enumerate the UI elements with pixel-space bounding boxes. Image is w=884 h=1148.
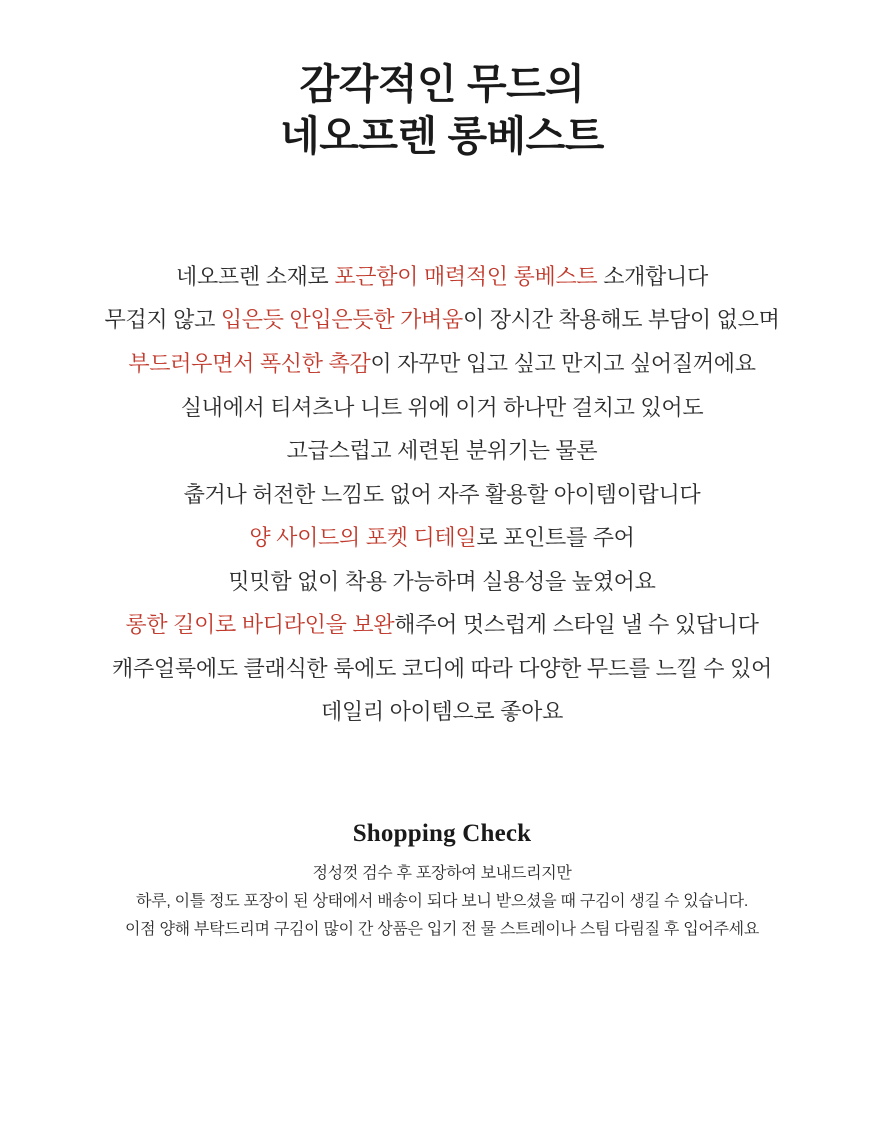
description-highlight: 롱한 길이로 바디라인을 보완 bbox=[125, 612, 395, 638]
shopping-check-line: 이점 양해 부탁드리며 구김이 많이 간 상품은 입기 전 물 스트레이나 스팀 다림질 후 입어주세요 bbox=[125, 920, 759, 938]
description-line bbox=[104, 298, 779, 342]
description-text: 네오프렌 소재로 bbox=[176, 263, 335, 289]
description-highlight: 입은듯 안입은듯한 가벼움 bbox=[220, 307, 463, 333]
product-description-body bbox=[104, 255, 779, 734]
description-highlight: 포근함이 매력적인 롱베스트 bbox=[334, 263, 598, 289]
description-line bbox=[104, 386, 779, 430]
description-text: 캐주얼룩에도 클래식한 룩에도 코디에 따라 다양한 무드를 느낄 수 있어 bbox=[112, 655, 772, 681]
page-title bbox=[280, 58, 604, 163]
description-line bbox=[104, 516, 779, 560]
description-text: 로 포인트를 주어 bbox=[476, 525, 635, 551]
description-text: 실내에서 티셔츠나 니트 위에 이거 하나만 걸치고 있어도 bbox=[180, 394, 704, 420]
description-line bbox=[104, 560, 779, 604]
page-title-line-1: 감각적인 무드의 bbox=[299, 61, 585, 107]
description-text: 소개합니다 bbox=[597, 263, 708, 289]
description-line bbox=[104, 429, 779, 473]
shopping-check-section bbox=[125, 820, 759, 944]
page-title-line-2: 네오프렌 롱베스트 bbox=[280, 113, 604, 160]
description-text: 이 자꾸만 입고 싶고 만지고 싶어질꺼에요 bbox=[370, 351, 756, 377]
description-line bbox=[104, 647, 779, 691]
shopping-check-heading: Shopping Check bbox=[352, 819, 532, 847]
description-line bbox=[104, 603, 779, 647]
description-text: 춥거나 허전한 느낌도 없어 자주 활용할 아이템이랍니다 bbox=[183, 481, 701, 507]
description-line bbox=[104, 473, 779, 517]
description-highlight: 양 사이드의 포켓 디테일 bbox=[249, 525, 477, 551]
description-text: 해주어 멋스럽게 스타일 낼 수 있답니다 bbox=[394, 612, 759, 638]
description-text: 이 장시간 착용해도 부담이 없으며 bbox=[462, 307, 780, 333]
description-text: 밋밋함 없이 착용 가능하며 실용성을 높였어요 bbox=[228, 568, 656, 594]
description-text: 무겁지 않고 bbox=[104, 307, 221, 333]
description-line bbox=[104, 690, 779, 734]
description-line bbox=[104, 342, 779, 386]
shopping-check-line: 하루, 이틀 정도 포장이 된 상태에서 배송이 되다 보니 받으셨을 때 구김이 생길 수 있습니다. bbox=[136, 892, 748, 910]
description-text: 데일리 아이템으로 좋아요 bbox=[320, 699, 564, 725]
shopping-check-notice bbox=[125, 860, 759, 944]
description-line bbox=[104, 255, 779, 299]
description-highlight: 부드러우면서 폭신한 촉감 bbox=[128, 351, 371, 377]
shopping-check-line: 정성껏 검수 후 포장하여 보내드리지만 bbox=[312, 864, 572, 882]
description-text: 고급스럽고 세련된 분위기는 물론 bbox=[286, 438, 598, 464]
